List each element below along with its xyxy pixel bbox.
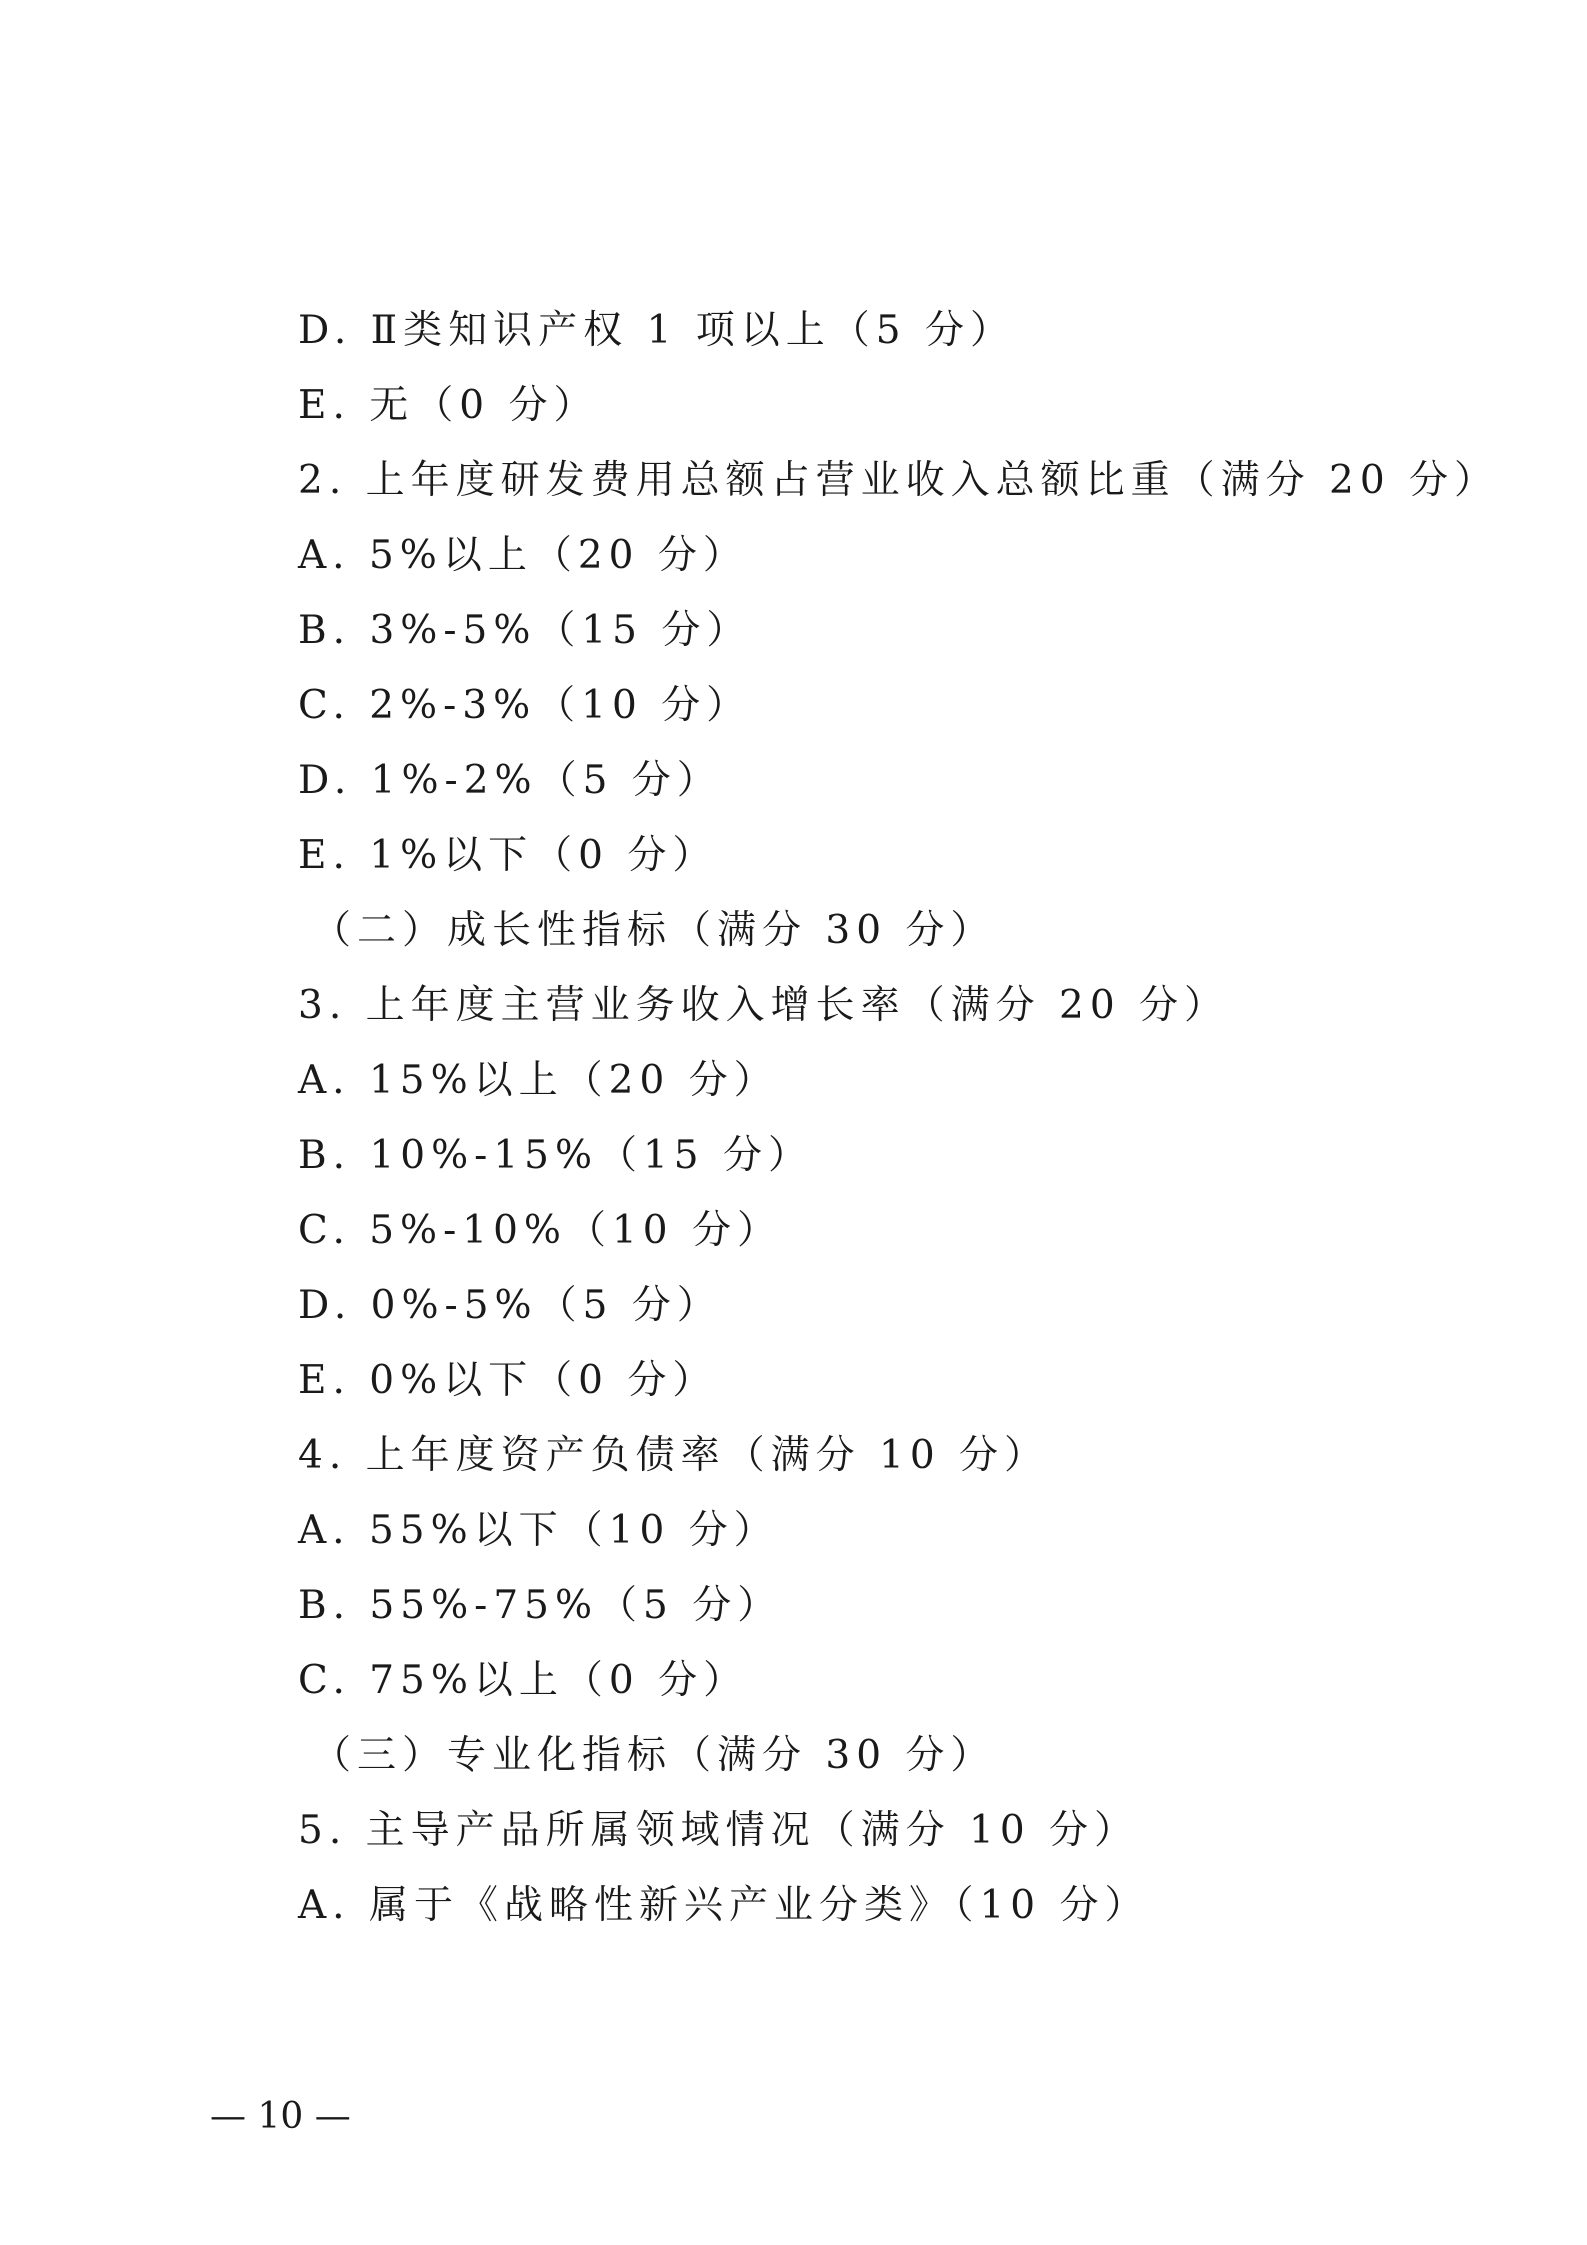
- question-line: 5. 主导产品所属领域情况（满分 10 分）: [298, 1808, 1140, 1853]
- option-line: B. 55%-75%（5 分）: [298, 1583, 783, 1628]
- question-line: 4. 上年度资产负债率（满分 10 分）: [298, 1433, 1050, 1478]
- option-line: C. 75%以上（0 分）: [298, 1658, 749, 1703]
- option-line: B. 3%-5%（15 分）: [298, 608, 752, 653]
- option-line: E. 1%以下（0 分）: [298, 833, 718, 878]
- option-line: B. 10%-15%（15 分）: [298, 1133, 814, 1178]
- option-line: D. 0%-5%（5 分）: [298, 1283, 722, 1328]
- option-line: E. 无（0 分）: [298, 383, 599, 428]
- option-line: D. 1%-2%（5 分）: [298, 758, 722, 803]
- question-line: 3. 上年度主营业务收入增长率（满分 20 分）: [298, 983, 1230, 1028]
- option-line: C. 2%-3%（10 分）: [298, 683, 752, 728]
- option-line: A. 5%以上（20 分）: [298, 533, 748, 578]
- option-line: D. Ⅱ类知识产权 1 项以上（5 分）: [298, 308, 1015, 353]
- option-line: C. 5%-10%（10 分）: [298, 1208, 782, 1253]
- option-line: A. 55%以下（10 分）: [298, 1508, 779, 1553]
- option-line: E. 0%以下（0 分）: [298, 1358, 718, 1403]
- document-body: [298, 293, 1500, 1943]
- section-heading: （二）成长性指标（满分 30 分）: [312, 908, 996, 953]
- option-line: A. 15%以上（20 分）: [298, 1058, 779, 1103]
- section-heading: （三）专业化指标（满分 30 分）: [312, 1733, 996, 1778]
- question-line: 2. 上年度研发费用总额占营业收入总额比重（满分 20 分）: [298, 458, 1500, 503]
- option-line: A. 属于《战略性新兴产业分类》（10 分）: [298, 1883, 1150, 1928]
- page-number: — 10 —: [210, 2096, 351, 2137]
